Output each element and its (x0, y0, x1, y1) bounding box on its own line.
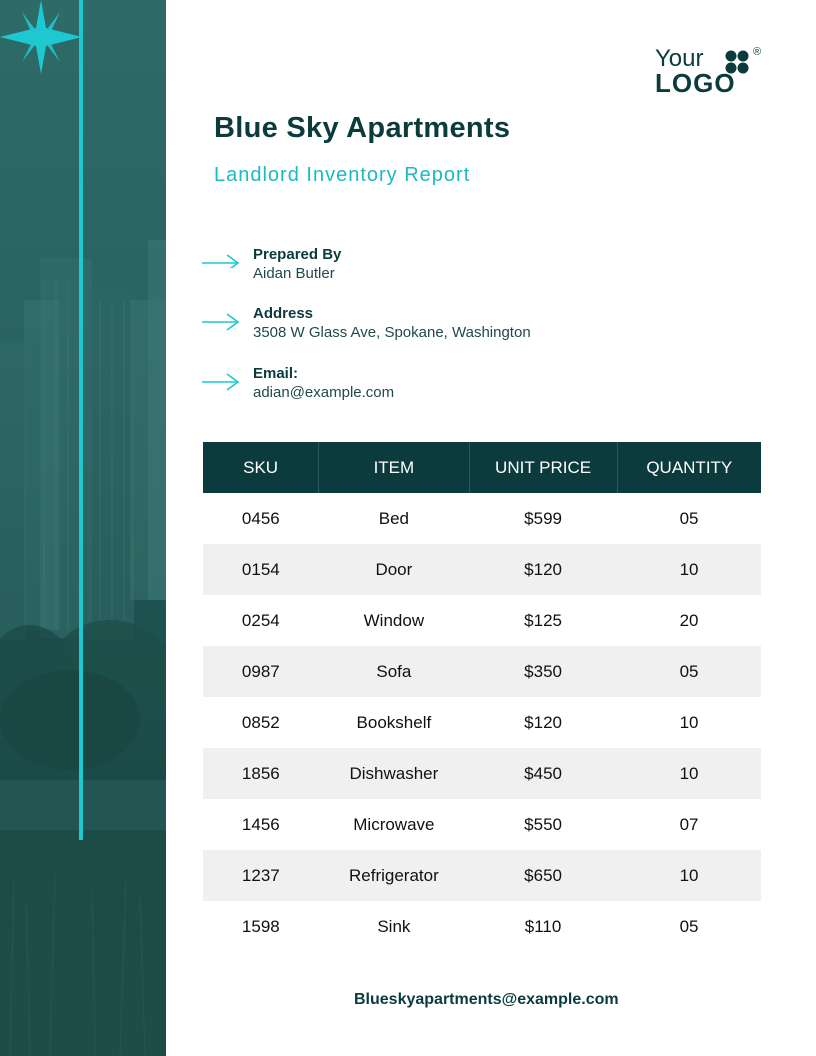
cell-sku: 0154 (203, 544, 319, 595)
cell-item: Bookshelf (356, 712, 432, 732)
column-header-sku: SKU (203, 442, 319, 493)
cell-sku: 1237 (203, 850, 319, 901)
cell-unit-price: $450 (469, 748, 617, 799)
column-header-item: ITEM (319, 442, 469, 493)
sparkle-star-icon (0, 0, 82, 74)
table-row (203, 850, 761, 901)
footer-email-link[interactable]: Blueskyapartments@example.com (354, 991, 619, 1008)
side-photo-panel (0, 0, 166, 1056)
table-header-row (203, 442, 761, 493)
column-header-quantity: QUANTITY (617, 442, 761, 493)
cell-sku: 0456 (241, 508, 280, 528)
cell-sku: 0254 (241, 610, 280, 630)
page-title: Blue Sky Apartments (214, 112, 511, 144)
arrow-right-icon (202, 250, 240, 268)
logo-text-your: Your (655, 45, 704, 72)
table-row (203, 799, 761, 850)
cell-item: Sink (377, 916, 411, 936)
info-label: Address (253, 305, 314, 322)
cell-quantity: 05 (679, 508, 699, 528)
info-label: Prepared By (253, 246, 342, 263)
logo-text-logo: LOGO (655, 68, 736, 98)
table-row (203, 901, 761, 952)
inventory-table (203, 442, 761, 952)
cell-unit-price: $350 (469, 646, 617, 697)
cell-quantity: 05 (679, 916, 699, 936)
cell-quantity: 10 (617, 748, 761, 799)
cell-sku: 0852 (241, 712, 280, 732)
cell-quantity: 07 (679, 814, 699, 834)
cell-item: Microwave (353, 814, 435, 834)
accent-vertical-line (79, 0, 83, 840)
cell-quantity: 20 (679, 610, 699, 630)
cell-sku: 1456 (241, 814, 280, 834)
cell-item: Refrigerator (319, 850, 469, 901)
company-logo (655, 46, 767, 96)
cell-unit-price: $650 (469, 850, 617, 901)
cell-quantity: 10 (617, 544, 761, 595)
logo-registered-mark: ® (753, 46, 762, 58)
city-skyline-illustration (0, 0, 166, 1056)
table-row (203, 646, 761, 697)
cell-item: Dishwasher (319, 748, 469, 799)
cell-item: Window (363, 610, 425, 630)
page-subtitle: Landlord Inventory Report (214, 164, 471, 186)
table-row (203, 697, 761, 748)
table-row (203, 595, 761, 646)
cell-sku: 1856 (203, 748, 319, 799)
table-row (203, 748, 761, 799)
cell-unit-price: $125 (524, 610, 562, 630)
cell-sku: 0987 (203, 646, 319, 697)
arrow-right-icon (202, 309, 240, 333)
cell-quantity: 10 (617, 850, 761, 901)
cell-item: Door (319, 544, 469, 595)
cell-item: Bed (378, 508, 409, 528)
column-header-unit-price: UNIT PRICE (469, 442, 617, 493)
cell-item: Sofa (319, 646, 469, 697)
info-value: 3508 W Glass Ave, Spokane, Washington (253, 324, 531, 341)
cell-sku: 1598 (241, 916, 280, 936)
cell-unit-price: $120 (524, 712, 562, 732)
cell-unit-price: $110 (524, 916, 562, 936)
info-value: Aidan Butler (253, 265, 335, 282)
cell-quantity: 05 (617, 646, 761, 697)
cell-quantity: 10 (679, 712, 699, 732)
cell-unit-price: $599 (524, 508, 562, 528)
info-label: Email: (253, 365, 299, 382)
arrow-right-icon (202, 369, 240, 393)
table-row (203, 544, 761, 595)
table-row (203, 493, 761, 544)
cell-unit-price: $120 (469, 544, 617, 595)
info-value[interactable]: adian@example.com (253, 384, 395, 401)
cell-unit-price: $550 (524, 814, 562, 834)
